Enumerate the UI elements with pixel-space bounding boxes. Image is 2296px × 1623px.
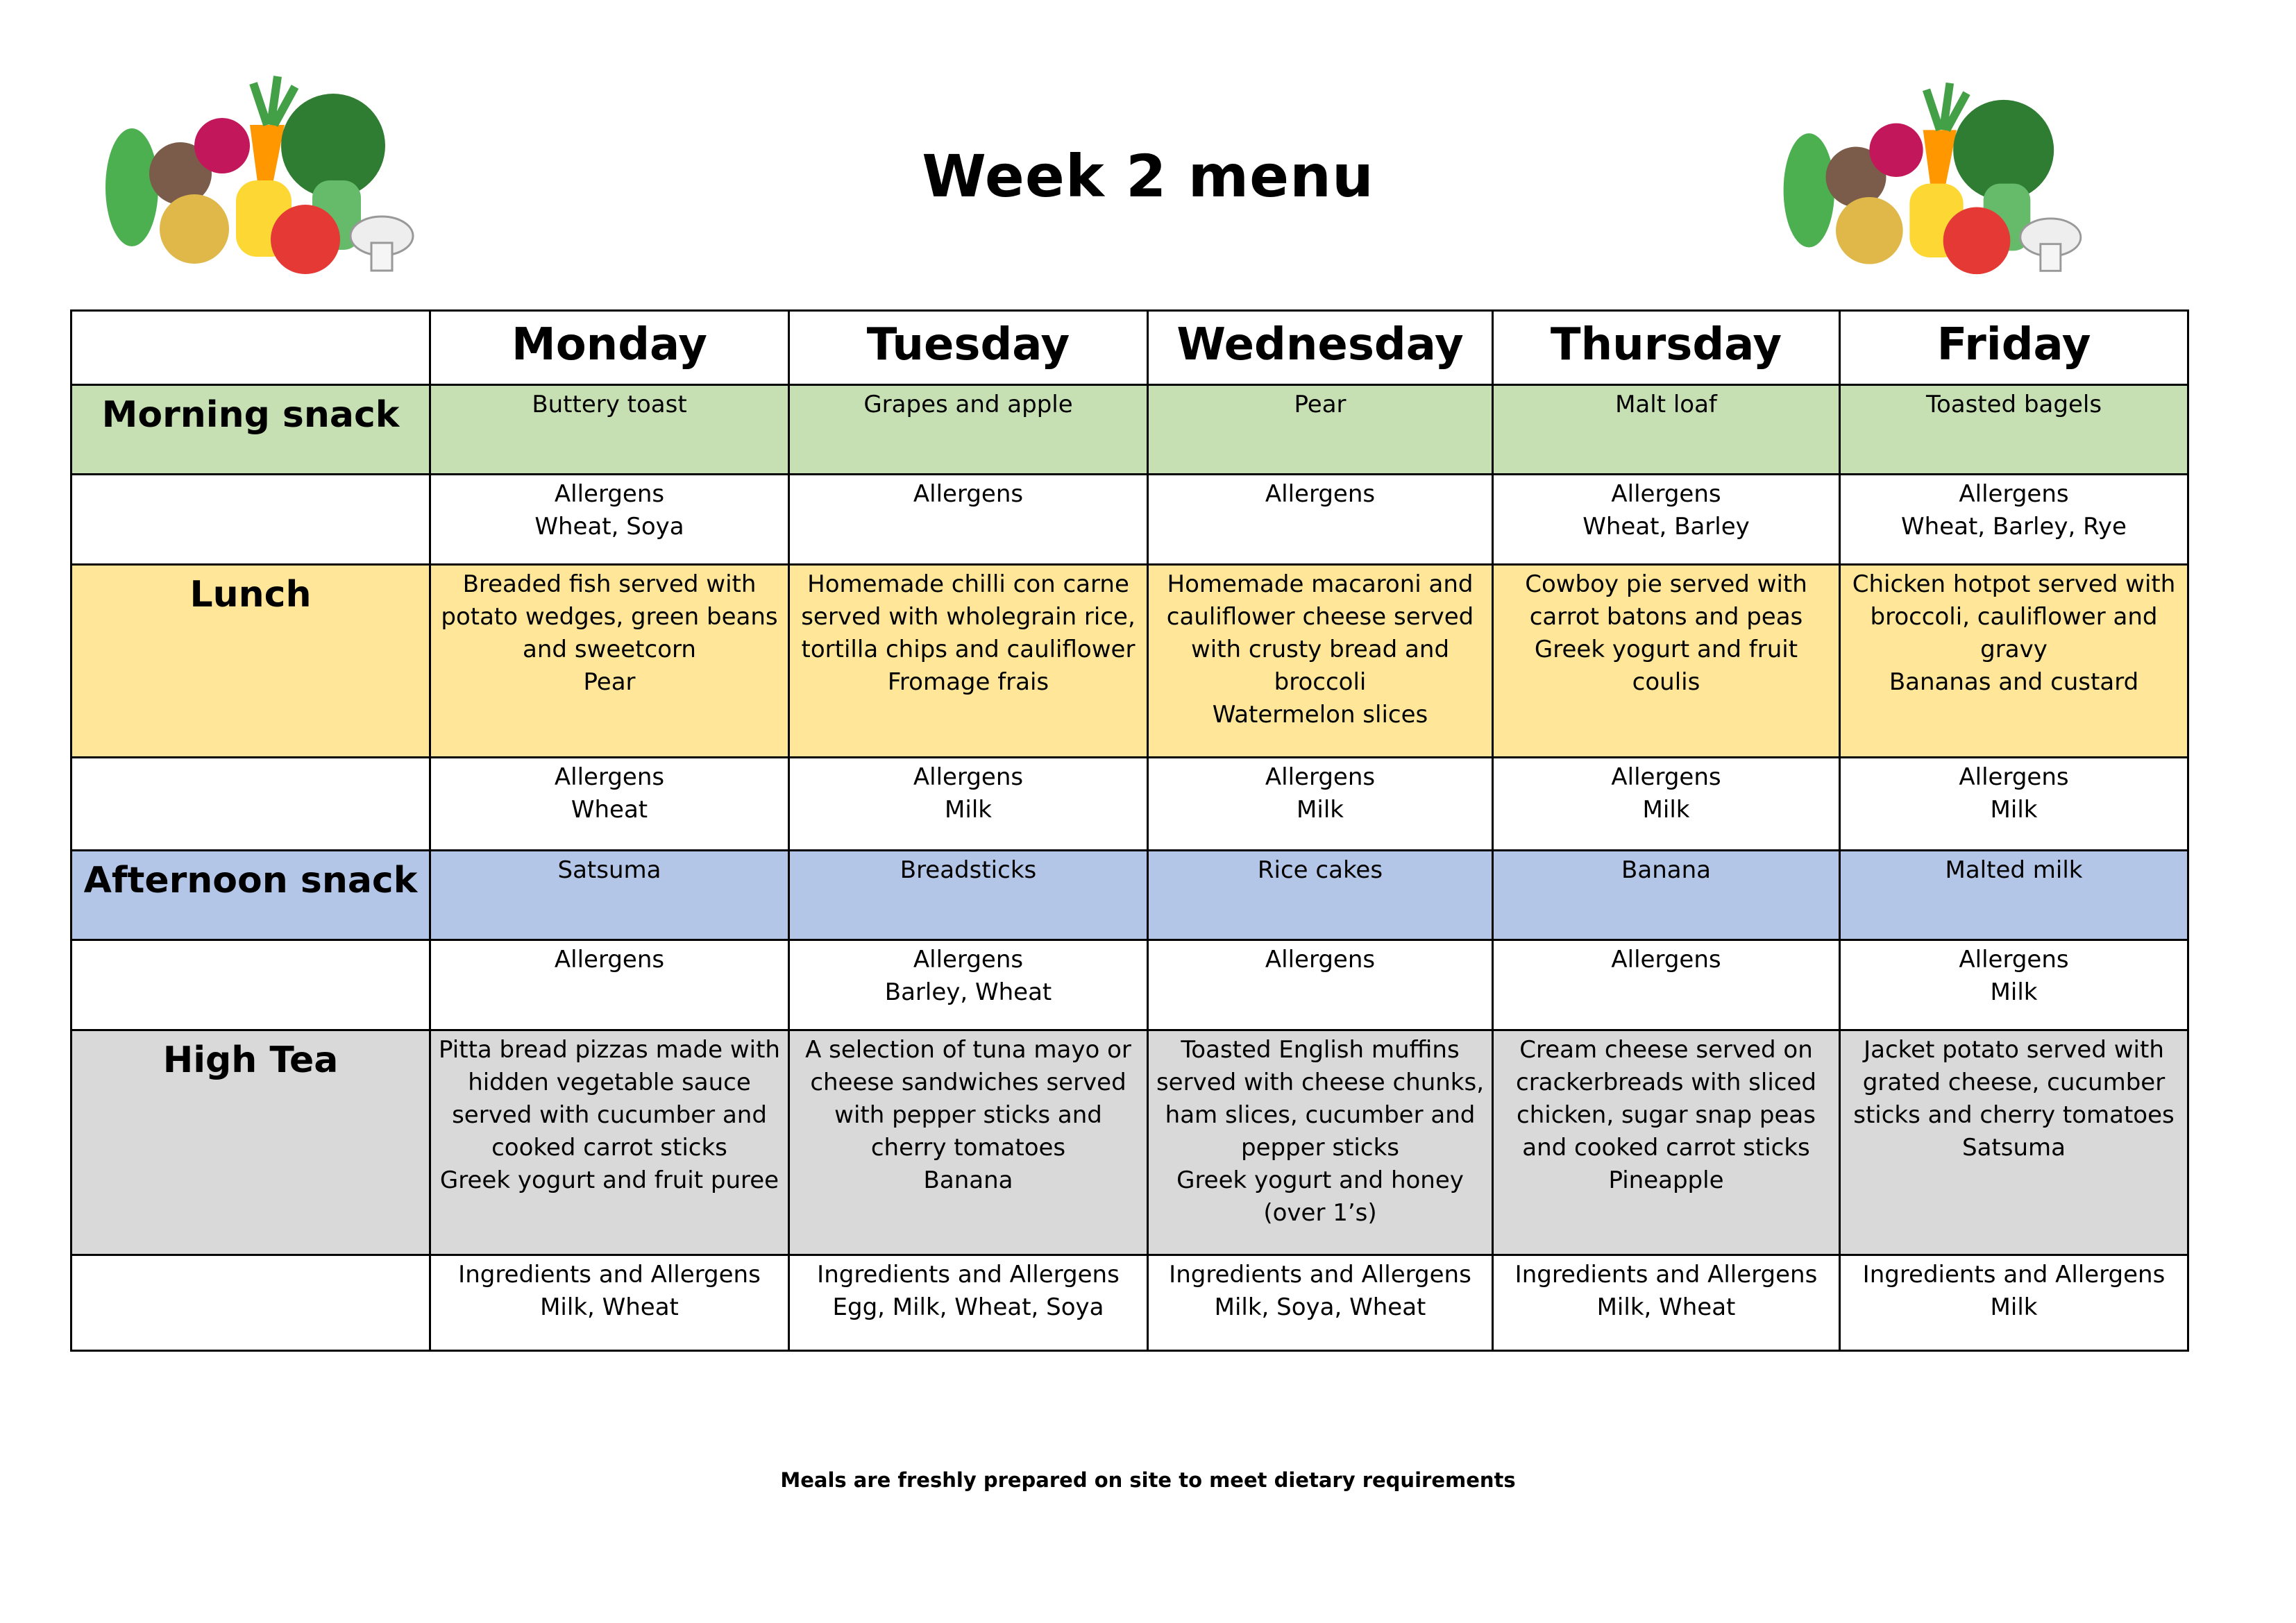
allergens-cell: Allergens Milk: [1493, 758, 1840, 851]
lunch-dessert: Fromage frais: [887, 668, 1049, 696]
high-tea-dessert: Greek yogurt and fruit puree: [439, 1166, 779, 1194]
high-tea-dessert: Pineapple: [1608, 1166, 1724, 1194]
morning-snack-tuesday: Grapes and apple: [789, 385, 1148, 475]
allergens-cell: Allergens: [789, 475, 1148, 565]
day-header-friday: Friday: [1840, 311, 2188, 385]
lunch-main: Chicken hotpot served with broccoli, cauliflower and gravy: [1852, 570, 2176, 663]
afternoon-snack-friday: Malted milk: [1840, 851, 2188, 940]
high-tea-row: [71, 1030, 2188, 1255]
day-header-monday: Monday: [430, 311, 789, 385]
lunch-cell-friday: [1840, 565, 2188, 758]
high-tea-dessert: Satsuma: [1962, 1134, 2066, 1162]
afternoon-snack-tuesday: Breadsticks: [789, 851, 1148, 940]
lunch-dessert: Pear: [583, 668, 636, 696]
morning-snack-allergens-row: [71, 475, 2188, 565]
blank-label-cell: [71, 1255, 430, 1351]
row-label-afternoon-snack: Afternoon snack: [71, 851, 430, 940]
blank-label-cell: [71, 758, 430, 851]
lunch-dessert: Bananas and custard: [1889, 668, 2139, 696]
allergens-cell: Allergens Milk: [789, 758, 1148, 851]
lunch-main: Homemade macaroni and cauliflower cheese served with crusty bread and broccoli: [1166, 570, 1474, 696]
high-tea-cell-thursday: [1493, 1030, 1840, 1255]
day-header-tuesday: Tuesday: [789, 311, 1148, 385]
lunch-row: [71, 565, 2188, 758]
allergens-cell: Allergens: [1148, 475, 1493, 565]
lunch-cell-tuesday: [789, 565, 1148, 758]
high-tea-main: Jacket potato served with grated cheese, cucumber sticks and cherry tomatoes: [1853, 1036, 2175, 1129]
lunch-cell-thursday: [1493, 565, 1840, 758]
allergens-cell: Ingredients and Allergens Milk, Wheat: [1493, 1255, 1840, 1351]
lunch-dessert: Greek yogurt and fruit coulis: [1534, 636, 1798, 696]
allergens-cell: Allergens Barley, Wheat: [789, 940, 1148, 1030]
high-tea-cell-friday: [1840, 1030, 2188, 1255]
afternoon-snack-allergens-row: [71, 940, 2188, 1030]
lunch-cell-monday: [430, 565, 789, 758]
lunch-allergens-row: [71, 758, 2188, 851]
afternoon-snack-row: [71, 851, 2188, 940]
row-label-lunch: Lunch: [71, 565, 430, 758]
allergens-cell: Allergens: [1493, 940, 1840, 1030]
allergens-cell: Ingredients and Allergens Milk: [1840, 1255, 2188, 1351]
high-tea-dessert: Banana: [923, 1166, 1013, 1194]
blank-label-cell: [71, 940, 430, 1030]
morning-snack-monday: Buttery toast: [430, 385, 789, 475]
lunch-cell-wednesday: [1148, 565, 1493, 758]
allergens-cell: Allergens Wheat: [430, 758, 789, 851]
high-tea-allergens-row: [71, 1255, 2188, 1351]
day-header-thursday: Thursday: [1493, 311, 1840, 385]
blank-label-cell: [71, 475, 430, 565]
high-tea-main: Toasted English muffins served with cheese chunks, ham slices, cucumber and pepper sticks: [1156, 1036, 1485, 1162]
allergens-cell: Allergens Milk: [1840, 940, 2188, 1030]
allergens-cell: Ingredients and Allergens Egg, Milk, Wheat, Soya: [789, 1255, 1148, 1351]
allergens-cell: Allergens Wheat, Barley, Rye: [1840, 475, 2188, 565]
allergens-cell: Allergens Wheat, Soya: [430, 475, 789, 565]
morning-snack-wednesday: Pear: [1148, 385, 1493, 475]
lunch-main: Breaded fish served with potato wedges, green beans and sweetcorn: [441, 570, 778, 663]
footer-note: Meals are freshly prepared on site to meet dietary requirements: [780, 1468, 1516, 1492]
afternoon-snack-thursday: Banana: [1493, 851, 1840, 940]
allergens-cell: Allergens: [430, 940, 789, 1030]
day-header-row: [71, 311, 2188, 385]
allergens-cell: Allergens Milk: [1840, 758, 2188, 851]
high-tea-dessert: Greek yogurt and honey (over 1’s): [1176, 1166, 1464, 1227]
allergens-cell: Ingredients and Allergens Milk, Wheat: [430, 1255, 789, 1351]
morning-snack-thursday: Malt loaf: [1493, 385, 1840, 475]
high-tea-main: Pitta bread pizzas made with hidden vegetable sauce served with cucumber and cooked carrot sticks: [439, 1036, 780, 1162]
day-header-wednesday: Wednesday: [1148, 311, 1493, 385]
page-title: Week 2 menu: [922, 142, 1374, 210]
lunch-main: Cowboy pie served with carrot batons and peas: [1525, 570, 1807, 631]
high-tea-cell-wednesday: [1148, 1030, 1493, 1255]
corner-cell: [71, 311, 430, 385]
morning-snack-friday: Toasted bagels: [1840, 385, 2188, 475]
high-tea-main: Cream cheese served on crackerbreads with sliced chicken, sugar snap peas and cooked carrot sticks: [1516, 1036, 1816, 1162]
allergens-cell: Allergens: [1148, 940, 1493, 1030]
allergens-cell: Allergens Wheat, Barley: [1493, 475, 1840, 565]
morning-snack-row: [71, 385, 2188, 475]
afternoon-snack-wednesday: Rice cakes: [1148, 851, 1493, 940]
afternoon-snack-monday: Satsuma: [430, 851, 789, 940]
row-label-morning-snack: Morning snack: [71, 385, 430, 475]
lunch-main: Homemade chilli con carne served with wholegrain rice, tortilla chips and cauliflower: [801, 570, 1136, 663]
high-tea-main: A selection of tuna mayo or cheese sandwiches served with pepper sticks and cherry tomatoes: [805, 1036, 1131, 1162]
menu-table: [70, 309, 2189, 1352]
high-tea-cell-monday: [430, 1030, 789, 1255]
row-label-high-tea: High Tea: [71, 1030, 430, 1255]
allergens-cell: Allergens Milk: [1148, 758, 1493, 851]
high-tea-cell-tuesday: [789, 1030, 1148, 1255]
allergens-cell: Ingredients and Allergens Milk, Soya, Wheat: [1148, 1255, 1493, 1351]
lunch-dessert: Watermelon slices: [1212, 701, 1428, 729]
